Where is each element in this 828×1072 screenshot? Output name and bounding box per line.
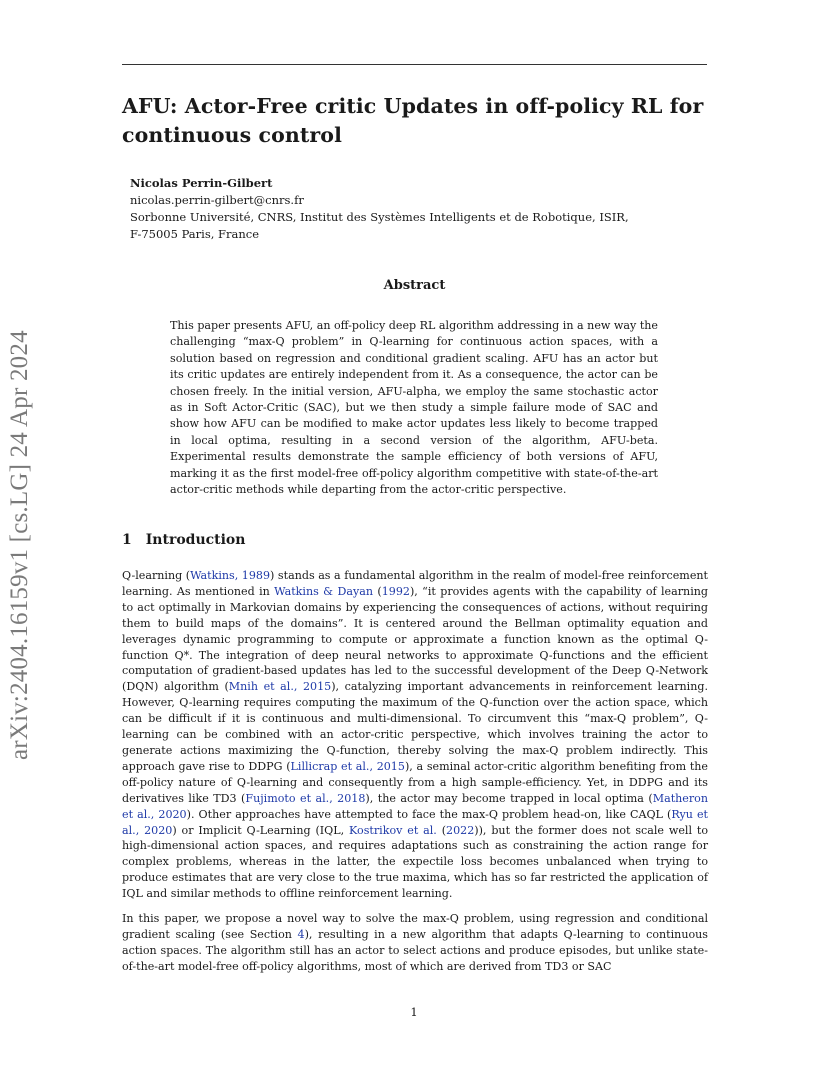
text-span: In this paper, we propose a novel way to solve the max-Q problem, using regression and conditional gradient scaling (see Section xyxy=(122,912,708,941)
text-span: ( xyxy=(372,584,382,598)
text-span: ) stands as a fundamental algorithm in the realm of model-free reinforcement learning. As mentioned in xyxy=(122,569,708,598)
section-reference-link[interactable]: 4 xyxy=(297,927,305,941)
intro-paragraph-2 xyxy=(122,911,708,975)
citation-link[interactable]: Kostrikov et al. xyxy=(349,823,437,837)
section-number: 1 xyxy=(122,532,132,548)
arxiv-stamp: arXiv:2404.16159v1 [cs.LG] 24 Apr 2024 xyxy=(6,330,33,760)
author-email[interactable]: nicolas.perrin-gilbert@cnrs.fr xyxy=(130,193,304,207)
text-span: ( xyxy=(436,823,447,837)
abstract-text: This paper presents AFU, an off-policy deep RL algorithm addressing in a new way the challenging “max-Q problem” in Q-learning for continuous action spaces, with a solution based on regression and conditional gradient scaling. AFU has an actor but its critic updates are entirely independent from it. As a consequence, the actor can be chosen freely. In the initial version, AFU-alpha, we employ the same stochastic actor as in Soft Actor-Critic (SAC), but we then study a simple failure mode of SAC and show how AFU can be modified to make actor updates less likely to become trapped in local optima, resulting in a second version of the algorithm, AFU-beta. Experimental results demonstrate the sample efficiency of both versions of AFU, marking it as the first model-free off-policy algorithm competitive with state-of-the-art actor-critic methods while departing from the actor-critic perspective. xyxy=(170,319,658,497)
citation-link[interactable]: Watkins & Dayan xyxy=(274,584,373,598)
citation-link[interactable]: Lillicrap et al., 2015 xyxy=(290,759,405,773)
abstract-heading: Abstract xyxy=(383,278,446,293)
text-span: ) or Implicit Q-Learning (IQL, xyxy=(172,823,350,837)
author-name: Nicolas Perrin-Gilbert xyxy=(130,176,273,190)
text-span: ), “it provides agents with the capability of learning to act optimally in Markovian domains by experiencing the consequences of actions, without requiring them to build maps of the domains”. It is centered around the Bellman optimality equation and leverages dynamic programming to compute or approximate a function known as the optimal Q-function Q*. The integration of deep neural networks to approximate Q-functions and the efficient computation of gradient-based updates has led to the successful development of the Deep Q-Network (DQN) algorithm ( xyxy=(122,584,708,694)
citation-link[interactable]: Watkins, 1989 xyxy=(190,569,271,582)
citation-link[interactable]: 1992 xyxy=(381,584,410,598)
top-rule xyxy=(122,64,707,65)
citation-link[interactable]: Mnih et al., 2015 xyxy=(228,680,332,694)
text-span: Q-learning ( xyxy=(122,569,191,582)
text-span: ), resulting in a new algorithm that adapts Q-learning to continuous action spaces. The algorithm still has an actor to select actions and produce episodes, but unlike state-of-the-art model-free off-policy algorithms, most of which are derived from TD3 or SAC xyxy=(122,927,708,973)
intro-paragraph-1 xyxy=(122,568,708,902)
text-span: ), catalyzing important advancements in reinforcement learning. However, Q-learning requires computing the maximum of the Q-function over the action space, which can be difficult if it is continuous and multi-dimensional. To circumvent this “max-Q problem”, Q-learning can be combined with an actor-critic perspective, which involves training the actor to generate actions maximizing the Q-function, thereby solving the max-Q problem indirectly. This approach gave rise to DDPG ( xyxy=(122,680,708,773)
introduction-body xyxy=(122,568,708,975)
citation-link[interactable]: 2022 xyxy=(446,823,475,837)
section-title: Introduction xyxy=(145,532,246,548)
author-block xyxy=(130,175,690,243)
paper-title: AFU: Actor-Free critic Updates in off-policy RL for continuous control xyxy=(122,94,704,147)
author-affiliation-line1: Sorbonne Université, CNRS, Institut des Systèmes Intelligents et de Robotique, ISIR, xyxy=(130,210,629,224)
text-span: ), the actor may become trapped in local optima ( xyxy=(365,791,653,805)
page-number: 1 xyxy=(410,1005,418,1019)
citation-link[interactable]: Ryu et al., 2020 xyxy=(122,807,708,837)
citation-link[interactable]: Matheron et al., 2020 xyxy=(122,791,708,821)
text-span: ). Other approaches have attempted to face the max-Q problem head-on, like CAQL ( xyxy=(186,807,672,821)
text-span: )), but the former does not scale well to high-dimensional action spaces, and requires adaptations such as constraining the action range for complex problems, whereas in the latter, the expectile loss becomes unbalanced when trying to produce estimates that are very close to the true maxima, which has so far restricted the application of IQL and similar methods to offline reinforcement learning. xyxy=(122,823,709,901)
citation-link[interactable]: Fujimoto et al., 2018 xyxy=(245,791,366,805)
author-affiliation-line2: F-75005 Paris, France xyxy=(130,227,260,241)
section-heading xyxy=(122,532,245,548)
text-span: ), a seminal actor-critic algorithm benefiting from the off-policy nature of Q-learning and consequently from a high sample-efficiency. Yet, in DDPG and its derivatives like TD3 ( xyxy=(122,759,708,805)
